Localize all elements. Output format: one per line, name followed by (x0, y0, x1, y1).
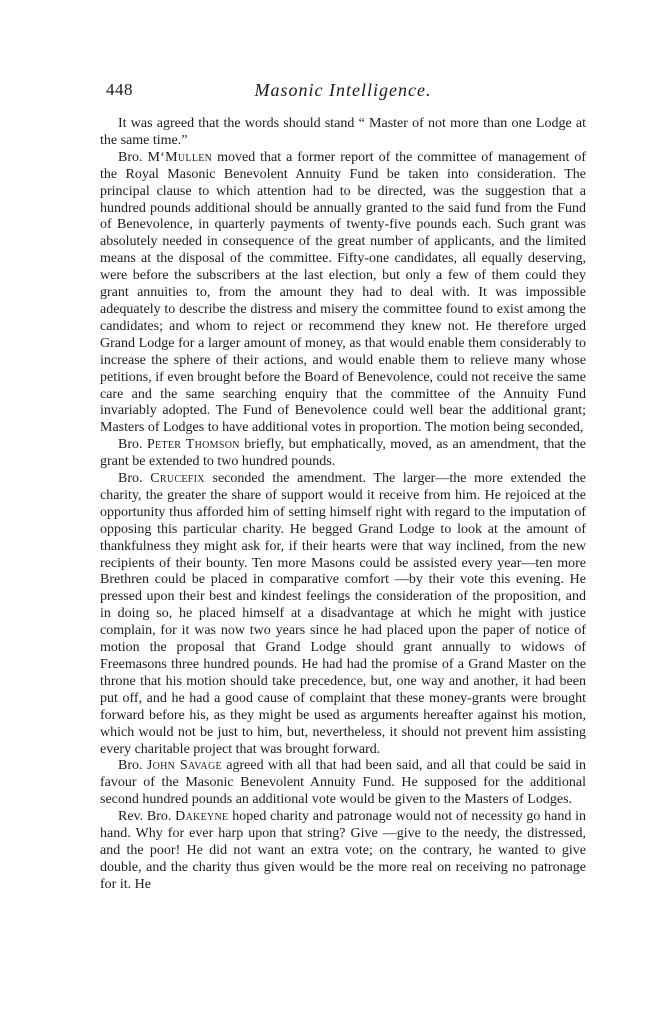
speaker-prefix: Bro. (118, 758, 143, 774)
paragraph-3 (100, 437, 586, 471)
paragraph-text: seconded the amendment. The larger—the more extended the charity, the greater the share of support would it receive from him. He rejoiced at the opportunity thus afforded him of setting himself right with regard to the imputation of opposing this particular charity. He begged Grand Lodge to look at the amount of thankfulness they might ask for, if their hearts were that way inclined, from the new recipients of their bounty. Ten more Masons could be assisted every year—ten more Brethren could be placed in comparative comfort —by their vote this evening. He pressed upon their best and kindest feelings the consideration of the proposition, and in doing so, he placed himself at a disadvantage at which he might with justice complain, for it was now two years since he had placed upon the paper of notice of motion the proposal that Grand Lodge should grant annually to widows of Freemasons three hundred pounds. He had had the promise of a Grand Master on the throne that his motion should take precedence, but, one way and another, it had been put off, and he had a good cause of complaint that these money-grants were brought forward before his, as they might be used as arguments hereafter against his motion, which would not be just to him, but, nevertheless, it should not prevent him assisting every charitable project that was brought forward. (100, 471, 587, 757)
speaker-name: Peter Thomson (146, 437, 240, 453)
paragraph-4 (100, 471, 586, 758)
page-header (100, 80, 586, 110)
running-title: Masonic Intelligence. (254, 80, 432, 100)
speaker-prefix: Rev. Bro. (118, 809, 172, 825)
speaker-prefix: Bro. (118, 149, 143, 165)
paragraph-5 (100, 758, 586, 809)
article-body (100, 116, 586, 894)
paragraph-text: agreed with all that had been said, and all that could be said in favour of the Masonic Benevolent Annuity Fund. He supposed for the additional second hundred pounds an additional vote would be given to the Masters of Lodges. (100, 758, 587, 808)
paragraph-2 (100, 150, 586, 437)
speaker-name: John Savage (146, 758, 222, 774)
paragraph-6 (100, 809, 586, 894)
paragraph-text: hoped charity and patronage would not of necessity go hand in hand. Why for ever harp upon that string? Give —give to the needy, the distressed, and the poor! He did not want an extra vote; on the contrary, he wanted to give double, and the charity thus given would be the more real on receiving no patronage for it. He (100, 809, 586, 892)
paragraph-1 (100, 116, 586, 150)
page-number: 448 (106, 80, 133, 99)
speaker-prefix: Bro. (118, 437, 143, 453)
paragraph-text: moved that a former report of the committee of management of the Royal Masonic Benevolent Annuity Fund be taken into consideration. The principal clause to which attention had to be directed, was the suggestion that a hundred pounds additional should be annually granted to the said fund from the Fund of Benevolence, in quarterly payments of twenty-five pounds each. Such grant was absolutely needed in consequence of the great number of applicants, and the limited means at the disposal of the committee. Fifty-one candidates, all equally deserving, were before the subscribers at the last election, but only a few of them could they grant annuities to, from the amount they had to deal with. It was impossible adequately to describe the distress and misery the committee found to exist among the candidates; and whom to reject or recommend they knew not. He therefore urged Grand Lodge for a larger amount of money, as that would enable them considerably to increase the sphere of their actions, and would enable them to relieve many whose petitions, if even brought before the Board of Benevolence, could not receive the same care and the same searching enquiry that the committee of the Annuity Fund invariably adopted. The Fund of Benevolence could well bear the additional grant; Masters of Lodges to have additional votes in proportion. The motion being seconded, (100, 149, 586, 436)
speaker-prefix: Bro. (118, 471, 143, 487)
speaker-name: Dakeyne (175, 809, 229, 825)
speaker-name: M‘Mullen (147, 149, 213, 165)
document-page (100, 80, 586, 894)
speaker-name: Crucefix (150, 471, 205, 487)
paragraph-text: It was agreed that the words should stand “ Master of not more than one Lodge at the same time.” (100, 116, 586, 148)
paragraph-text: briefly, but emphatically, moved, as an amendment, that the grant be extended to two hundred pounds. (100, 437, 587, 470)
